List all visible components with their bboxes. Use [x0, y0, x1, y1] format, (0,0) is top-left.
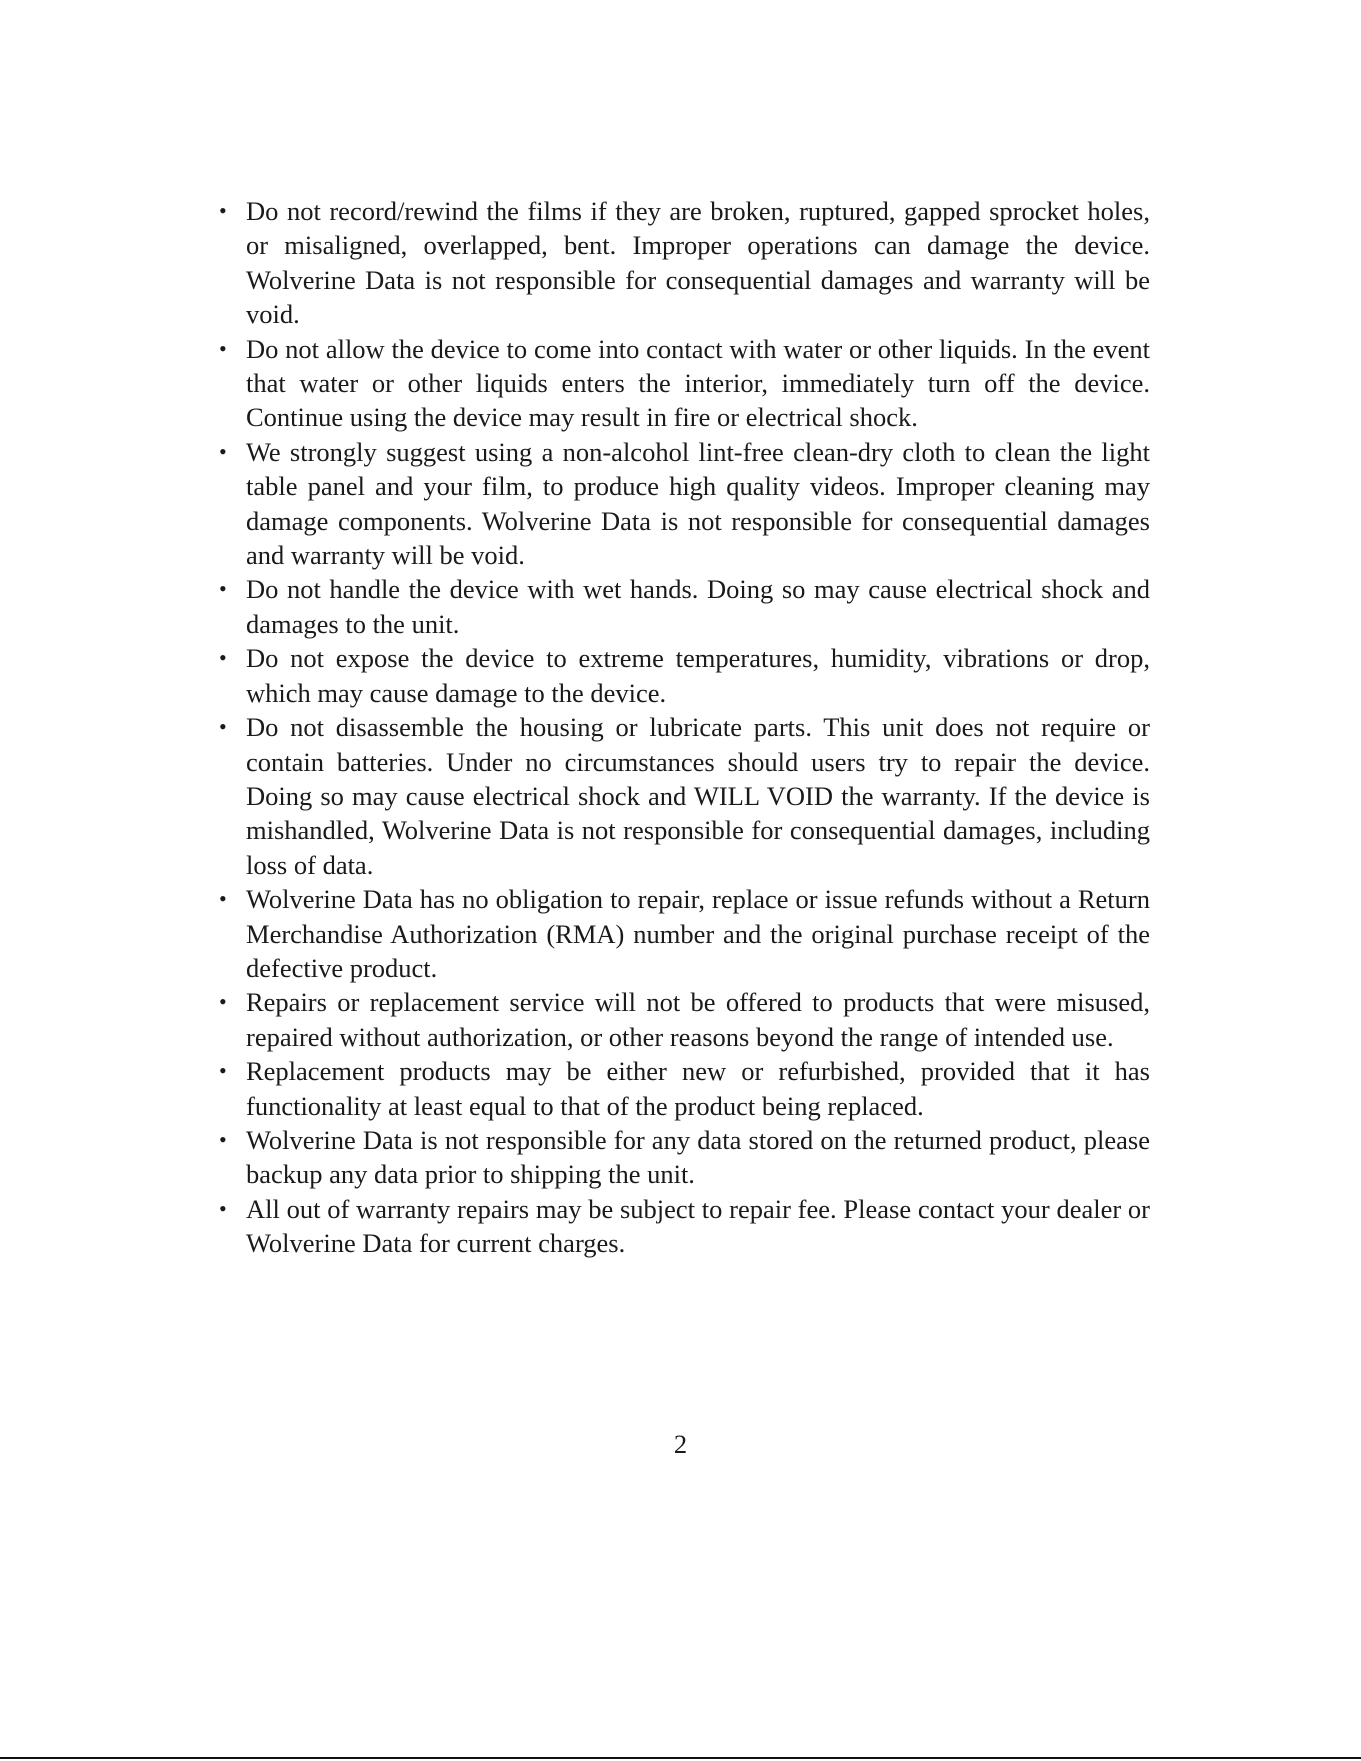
bottom-border-line [0, 1757, 1361, 1759]
bullet-item: • Replacement products may be either new or refurbished, provided that it has functionality at least equal to that of the product being replaced. [246, 1054, 1150, 1123]
bullet-item: • Do not handle the device with wet hands. Doing so may cause electrical shock and damages to the unit. [246, 572, 1150, 641]
bullet-item: • Wolverine Data has no obligation to repair, replace or issue refunds without a Return Merchandise Authorization (RMA) number and the original purchase receipt of the defective product. [246, 882, 1150, 985]
page-number: 2 [673, 1429, 688, 1459]
bullet-item: • All out of warranty repairs may be subject to repair fee. Please contact your dealer or Wolverine Data for current charges. [246, 1192, 1150, 1261]
bullet-item: • Do not expose the device to extreme temperatures, humidity, vibrations or drop, which may cause damage to the device. [246, 641, 1150, 710]
bullet-item: • Wolverine Data is not responsible for any data stored on the returned product, please backup any data prior to shipping the unit. [246, 1123, 1150, 1192]
bullet-item: • Do not disassemble the housing or lubricate parts. This unit does not require or contain batteries. Under no circumstances should users try to repair the device. Doing so may cause electrical shock and WILL VOID the warranty. If the device is mishandled, Wolverine Data is not responsible for consequential damages, including loss of data. [246, 710, 1150, 882]
bullet-item: • Do not allow the device to come into contact with water or other liquids. In the event that water or other liquids enters the interior, immediately turn off the device. Continue using the device may result in fire or electrical shock. [246, 332, 1150, 435]
bullet-item: • We strongly suggest using a non-alcohol lint-free clean-dry cloth to clean the light table panel and your film, to produce high quality videos. Improper cleaning may damage components. Wolverine Data is not responsible for consequential damages and warranty will be void. [246, 435, 1150, 573]
bullet-item: • Do not record/rewind the films if they are broken, ruptured, gapped sprocket holes, or misaligned, overlapped, bent. Improper operations can damage the device. Wolverine Data is not responsible for consequential damages and warranty will be void. [246, 194, 1150, 332]
warranty-bullet-list [246, 194, 1150, 1261]
bullet-item: • Repairs or replacement service will not be offered to products that were misused, repaired without authorization, or other reasons beyond the range of intended use. [246, 985, 1150, 1054]
